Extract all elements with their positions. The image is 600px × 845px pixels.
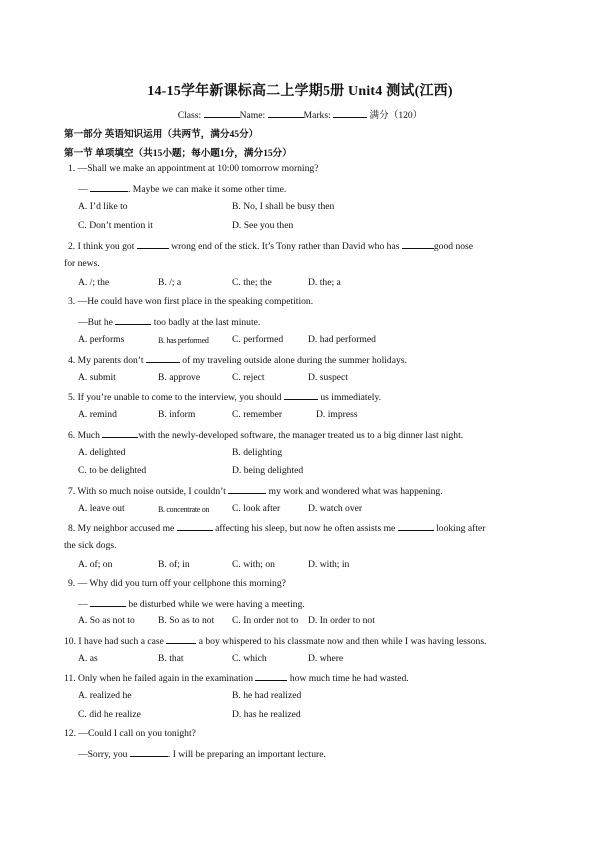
option-b[interactable]: B. has performed [158, 336, 209, 345]
question-12-response: —Sorry, you . I will be preparing an important lecture. [78, 749, 326, 760]
option-d[interactable]: D. suspect [308, 372, 348, 383]
option-b[interactable]: B. that [158, 653, 184, 664]
section-heading: 第一节 单项填空（共15小题；每小题1分，满分15分） [64, 148, 292, 159]
option-c[interactable]: C. the; the [232, 277, 272, 288]
option-b[interactable]: B. /; a [158, 277, 182, 288]
option-a[interactable]: A. realized he [78, 690, 132, 701]
option-c[interactable]: C. with; on [232, 559, 275, 570]
option-b[interactable]: B. concentrate on [158, 505, 210, 514]
option-a[interactable]: A. /; the [78, 277, 110, 288]
question-3-response: —But he too badly at the last minute. [78, 317, 261, 328]
name-label: Name: [239, 110, 266, 121]
answer-blank[interactable] [90, 597, 126, 607]
option-a[interactable]: A. So as not to [78, 615, 135, 626]
answer-blank[interactable] [102, 428, 138, 438]
marks-label: Marks: [303, 110, 331, 121]
option-c[interactable]: C. did he realize [78, 709, 141, 720]
question-10-stem: 10. I have had such a case a boy whispered to his classmate now and then while I was having lessons. [64, 636, 487, 647]
option-d[interactable]: D. had performed [308, 334, 376, 345]
option-b[interactable]: B. approve [158, 372, 201, 383]
option-d[interactable]: D. See you then [232, 220, 294, 231]
question-7-stem: 7. With so much noise outside, I couldn’t my work and wondered what was happening. [68, 486, 443, 497]
answer-blank[interactable] [255, 671, 287, 681]
option-c[interactable]: C. Don’t mention it [78, 220, 153, 231]
answer-blank[interactable] [284, 390, 318, 400]
answer-blank[interactable] [115, 315, 151, 325]
option-c[interactable]: C. reject [232, 372, 265, 383]
option-c[interactable]: C. which [232, 653, 267, 664]
question-4-stem: 4. My parents don’t of my traveling outside alone during the summer holidays. [68, 355, 407, 366]
question-1-response: — . Maybe we can make it some other time. [78, 184, 287, 195]
option-b[interactable]: B. delighting [232, 447, 283, 458]
option-c[interactable]: C. remember [232, 409, 283, 420]
option-c[interactable]: C. look after [232, 503, 281, 514]
answer-blank[interactable] [146, 353, 180, 363]
class-label: Class: [177, 110, 202, 121]
answer-blank[interactable] [177, 521, 213, 531]
answer-blank[interactable] [130, 747, 168, 757]
question-11-stem: 11. Only when he failed again in the examination how much time he had wasted. [64, 673, 409, 684]
question-6-stem: 6. Much with the newly-developed software, the manager treated us to a big dinner last night. [68, 430, 464, 441]
option-a[interactable]: A. of; on [78, 559, 113, 570]
option-d[interactable]: D. watch over [308, 503, 363, 514]
option-a[interactable]: A. as [78, 653, 98, 664]
option-b[interactable]: B. So as to not [158, 615, 215, 626]
option-a[interactable]: A. remind [78, 409, 117, 420]
page-title: 14-15学年新课标高二上学期5册 Unit4 测试(江西) [147, 84, 453, 99]
option-a[interactable]: A. I’d like to [78, 201, 128, 212]
option-a[interactable]: A. delighted [78, 447, 126, 458]
name-blank[interactable] [268, 108, 304, 118]
answer-blank[interactable] [90, 182, 128, 192]
answer-blank[interactable] [402, 239, 434, 249]
option-c[interactable]: C. to be delighted [78, 465, 147, 476]
part-heading: 第一部分 英语知识运用（共两节，满分45分） [64, 129, 259, 140]
option-d[interactable]: D. In order to not [308, 615, 375, 626]
option-b[interactable]: B. No, I shall be busy then [232, 201, 335, 212]
option-a[interactable]: A. performs [78, 334, 125, 345]
question-2-stem-cont: for news. [64, 258, 100, 269]
option-b[interactable]: B. inform [158, 409, 196, 420]
full-score: 满分（120） [369, 110, 423, 121]
question-2-stem: 2. I think you got wrong end of the stick. It’s Tony rather than David who has good nose [68, 241, 474, 252]
answer-blank[interactable] [228, 484, 266, 494]
option-c[interactable]: C. In order not to [232, 615, 299, 626]
option-d[interactable]: D. the; a [308, 277, 341, 288]
answer-blank[interactable] [137, 239, 169, 249]
class-blank[interactable] [204, 108, 240, 118]
question-9-stem: 9. — Why did you turn off your cellphone this morning? [68, 578, 286, 589]
option-a[interactable]: A. leave out [78, 503, 125, 514]
question-3-stem: 3. —He could have won first place in the speaking competition. [68, 296, 314, 307]
option-d[interactable]: D. where [308, 653, 344, 664]
question-12-stem: 12. —Could I call on you tonight? [64, 728, 196, 739]
question-8-stem-cont: the sick dogs. [64, 540, 117, 551]
option-a[interactable]: A. submit [78, 372, 116, 383]
marks-blank[interactable] [333, 108, 367, 118]
question-8-stem: 8. My neighbor accused me affecting his sleep, but now he often assists me looking after [68, 523, 486, 534]
answer-blank[interactable] [398, 521, 434, 531]
option-d[interactable]: D. impress [316, 409, 358, 420]
option-b[interactable]: B. he had realized [232, 690, 302, 701]
student-info-line [0, 107, 600, 121]
option-c[interactable]: C. performed [232, 334, 284, 345]
option-d[interactable]: D. has he realized [232, 709, 301, 720]
answer-blank[interactable] [166, 634, 196, 644]
option-d[interactable]: D. with; in [308, 559, 350, 570]
option-b[interactable]: B. of; in [158, 559, 190, 570]
question-9-response: — be disturbed while we were having a meeting. [78, 599, 305, 610]
question-5-stem: 5. If you’re unable to come to the interview, you should us immediately. [68, 392, 382, 403]
option-d[interactable]: D. being delighted [232, 465, 304, 476]
question-1-stem: 1. —Shall we make an appointment at 10:00 tomorrow morning? [68, 163, 319, 174]
